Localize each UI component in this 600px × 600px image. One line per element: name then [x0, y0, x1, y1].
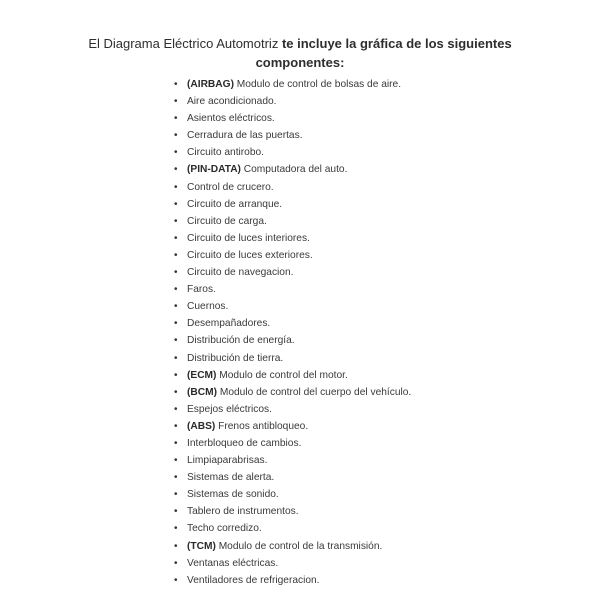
list-item [172, 264, 411, 281]
list-item [172, 144, 411, 161]
list-item [172, 538, 411, 555]
component-label: Circuito de luces interiores. [187, 232, 310, 244]
component-label: Circuito de navegacion. [187, 267, 294, 279]
bullet-icon: • [174, 96, 178, 108]
bullet-icon: • [174, 215, 178, 227]
list-item [172, 179, 411, 196]
component-label: Faros. [187, 284, 216, 296]
component-label: Distribución de tierra. [187, 352, 284, 364]
bullet-icon: • [174, 198, 178, 210]
list-item [172, 127, 411, 144]
list-item [172, 110, 411, 127]
component-label: Ventanas eléctricas. [187, 557, 279, 569]
component-list [172, 76, 411, 589]
bullet-icon: • [174, 369, 178, 381]
list-item [172, 161, 411, 178]
list-item [172, 281, 411, 298]
list-item [172, 520, 411, 537]
list-item [172, 196, 411, 213]
bullet-icon: • [174, 574, 178, 586]
component-code: (BCM) [187, 386, 217, 398]
bullet-icon: • [174, 301, 178, 313]
component-label: Sistemas de alerta. [187, 472, 275, 484]
list-item [172, 230, 411, 247]
bullet-icon: • [174, 164, 178, 176]
list-item [172, 298, 411, 315]
component-label: Circuito de carga. [187, 215, 267, 227]
bullet-icon: • [174, 352, 178, 364]
component-label: Cerradura de las puertas. [187, 130, 303, 142]
component-label: Cuernos. [187, 301, 229, 313]
bullet-icon: • [174, 267, 178, 279]
bullet-icon: • [174, 284, 178, 296]
component-label: Sistemas de sonido. [187, 489, 279, 501]
component-label: Asientos eléctricos. [187, 113, 275, 125]
bullet-icon: • [174, 455, 178, 467]
list-item [172, 350, 411, 367]
list-item [172, 469, 411, 486]
component-label: Limpiaparabrisas. [187, 455, 268, 467]
component-label: Interbloqueo de cambios. [187, 437, 302, 449]
bullet-icon: • [174, 472, 178, 484]
component-label: Circuito antirobo. [187, 147, 265, 159]
bullet-icon: • [174, 489, 178, 501]
component-label: Modulo de control del motor. [216, 369, 348, 381]
component-label: Espejos eléctricos. [187, 403, 272, 415]
component-code: (AIRBAG) [187, 79, 234, 90]
list-item [172, 503, 411, 520]
bullet-icon: • [174, 181, 178, 193]
bullet-icon: • [174, 113, 178, 125]
list-item [172, 367, 411, 384]
component-label: Modulo de control de bolsas de aire. [233, 79, 402, 90]
bullet-icon: • [174, 437, 178, 449]
component-label: Tablero de instrumentos. [187, 506, 299, 518]
list-item [172, 76, 411, 93]
component-code: (ABS) [187, 420, 216, 432]
component-code: (ECM) [187, 369, 217, 381]
bullet-icon: • [174, 79, 178, 90]
bullet-icon: • [174, 232, 178, 244]
bullet-icon: • [174, 318, 178, 330]
heading-plain-text: El Diagrama Eléctrico Automotriz [88, 36, 282, 51]
page-heading [60, 34, 540, 72]
component-label: Distribución de energía. [187, 335, 295, 347]
component-label: Modulo de control del cuerpo del vehículo. [217, 386, 412, 398]
list-item [172, 486, 411, 503]
component-label: Modulo de control de la transmisión. [215, 540, 383, 552]
bullet-icon: • [174, 557, 178, 569]
component-label: Circuito de luces exteriores. [187, 249, 313, 261]
component-label: Techo corredizo. [187, 523, 262, 535]
bullet-icon: • [174, 335, 178, 347]
component-label: Ventiladores de refrigeracion. [187, 574, 320, 586]
bullet-icon: • [174, 403, 178, 415]
bullet-icon: • [174, 130, 178, 142]
component-code: (TCM) [187, 540, 216, 552]
component-label: Circuito de arranque. [187, 198, 283, 210]
component-label: Desempañadores. [187, 318, 271, 330]
bullet-icon: • [174, 147, 178, 159]
list-item [172, 247, 411, 264]
list-item [172, 452, 411, 469]
heading-bold-text: te incluye la gráfica de los siguientes componentes: [255, 36, 512, 70]
bullet-icon: • [174, 523, 178, 535]
component-label: Aire acondicionado. [187, 96, 277, 108]
bullet-icon: • [174, 249, 178, 261]
bullet-icon: • [174, 386, 178, 398]
list-item [172, 555, 411, 572]
list-item [172, 315, 411, 332]
bullet-icon: • [174, 506, 178, 518]
list-item [172, 384, 411, 401]
component-label: Frenos antibloqueo. [215, 420, 309, 432]
component-label: Control de crucero. [187, 181, 274, 193]
list-item [172, 401, 411, 418]
list-item [172, 213, 411, 230]
bullet-icon: • [174, 540, 178, 552]
list-item [172, 332, 411, 349]
bullet-icon: • [174, 420, 178, 432]
list-item [172, 418, 411, 435]
list-item [172, 572, 411, 589]
list-item [172, 435, 411, 452]
component-label: Computadora del auto. [240, 164, 348, 176]
list-item [172, 93, 411, 110]
component-code: (PIN-DATA) [187, 164, 241, 176]
